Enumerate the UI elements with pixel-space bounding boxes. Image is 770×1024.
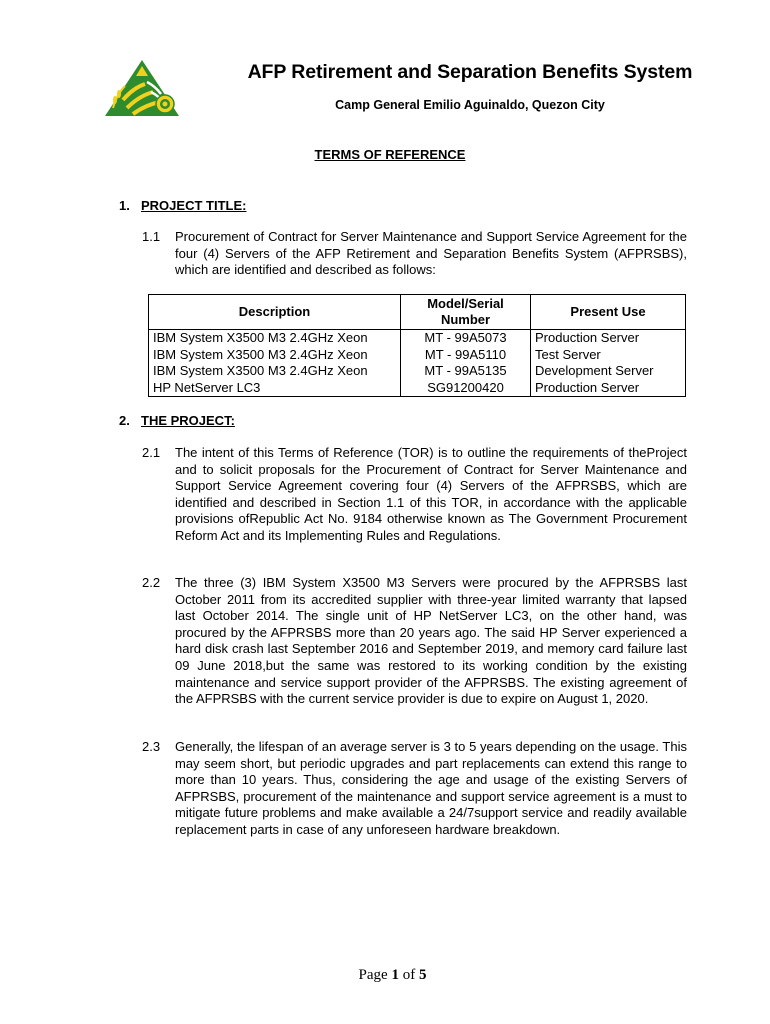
section-2-title: THE PROJECT: <box>141 413 235 428</box>
paragraph-2-2 <box>142 575 687 708</box>
paragraph-2-2-number: 2.2 <box>142 575 161 590</box>
table-row <box>149 380 686 397</box>
cell-model: MT - 99A5135 <box>400 363 530 380</box>
paragraph-2-1 <box>142 445 687 545</box>
section-1-heading <box>119 198 246 213</box>
page-word: Page <box>358 967 388 983</box>
paragraph-1-1 <box>142 229 687 279</box>
page-subtitle: Camp General Emilio Aguinaldo, Quezon City <box>335 98 605 112</box>
page-total: 5 <box>418 967 427 983</box>
paragraph-2-3-number: 2.3 <box>142 739 161 754</box>
page-number <box>0 967 770 984</box>
paragraph-1-1-text: Procurement of Contract for Server Maintenance and Support Service Agreement for the four (4) Servers of the AFP Retirement and Separation Benefits System (AFPRSBS), which are identified and described as follows: <box>175 229 687 278</box>
section-1-number: 1. <box>119 198 130 213</box>
paragraph-2-2-text: The three (3) IBM System X3500 M3 Servers were procured by the AFPRSBS last October 2011 from its accredited supplier with three-year limited warranty that lapsed last October 2014. The single unit of HP NetServer LC3, on the other hand, was procured by the AFPRSBS more than 20 years ago. The said HP Server experienced a hard disk crash last September 2016 and September 2019, and memory card failure last 09 June 2018,but the same was restored to its working condition by the existing maintenance and service support provider of the AFPRSBS. The existing agreement of the AFPRSBS with the current service provider is due to expire on August 1, 2020. <box>175 575 687 707</box>
section-2-heading <box>119 413 235 428</box>
header-description: Description <box>149 295 401 330</box>
table-row <box>149 330 686 347</box>
cell-description: IBM System X3500 M3 2.4GHz Xeon <box>149 330 401 347</box>
header-present-use: Present Use <box>531 295 686 330</box>
table-header-row <box>149 295 686 330</box>
paragraph-2-3 <box>142 739 687 839</box>
section-2-number: 2. <box>119 413 130 428</box>
cell-model: MT - 99A5073 <box>400 330 530 347</box>
document-heading: TERMS OF REFERENCE <box>314 147 466 162</box>
paragraph-2-1-text: The intent of this Terms of Reference (TOR) is to outline the requirements of theProject and to solicit proposals for the Procurement of Contract for Server Maintenance and Support Service Agreement covering four (4) Servers of the AFPRSBS, which are identified and described in Section 1.1 of this TOR, in accordance with the applicable provisions ofRepublic Act No. 9184 otherwise known as The Government Procurement Reform Act and its Implementing Rules and Regulations. <box>175 445 687 543</box>
cell-description: IBM System X3500 M3 2.4GHz Xeon <box>149 363 401 380</box>
paragraph-2-3-text: Generally, the lifespan of an average server is 3 to 5 years depending on the usage. This may seem short, but periodic upgrades and part replacements can extend this range to more than 10 years. Thus, considering the age and usage of the existing Servers of AFPRSBS, procurement of the maintenance and support service agreement is a must to mitigate future problems and make available a 24/7support service and readily available replacement parts in case of any unforeseen hardware breakdown. <box>175 739 687 837</box>
paragraph-1-1-number: 1.1 <box>142 229 161 244</box>
cell-description: HP NetServer LC3 <box>149 380 401 397</box>
servers-table <box>148 294 686 397</box>
afprsbs-logo <box>103 58 181 120</box>
page-title: AFP Retirement and Separation Benefits System <box>247 61 693 83</box>
cell-use: Production Server <box>531 380 686 397</box>
cell-use: Production Server <box>531 330 686 347</box>
cell-use: Test Server <box>531 347 686 364</box>
header-model-serial <box>400 295 530 330</box>
page-current: 1 <box>391 967 399 983</box>
paragraph-2-1-number: 2.1 <box>142 445 161 460</box>
cell-model: SG91200420 <box>400 380 530 397</box>
table-row <box>149 363 686 380</box>
header-model-serial-text: Model/Serial Number <box>427 295 504 327</box>
table-row <box>149 347 686 364</box>
of-word: of <box>402 967 416 983</box>
cell-use: Development Server <box>531 363 686 380</box>
section-1-title: PROJECT TITLE: <box>141 198 247 213</box>
cell-description: IBM System X3500 M3 2.4GHz Xeon <box>149 347 401 364</box>
cell-model: MT - 99A5110 <box>400 347 530 364</box>
logo-graphic <box>103 58 181 120</box>
